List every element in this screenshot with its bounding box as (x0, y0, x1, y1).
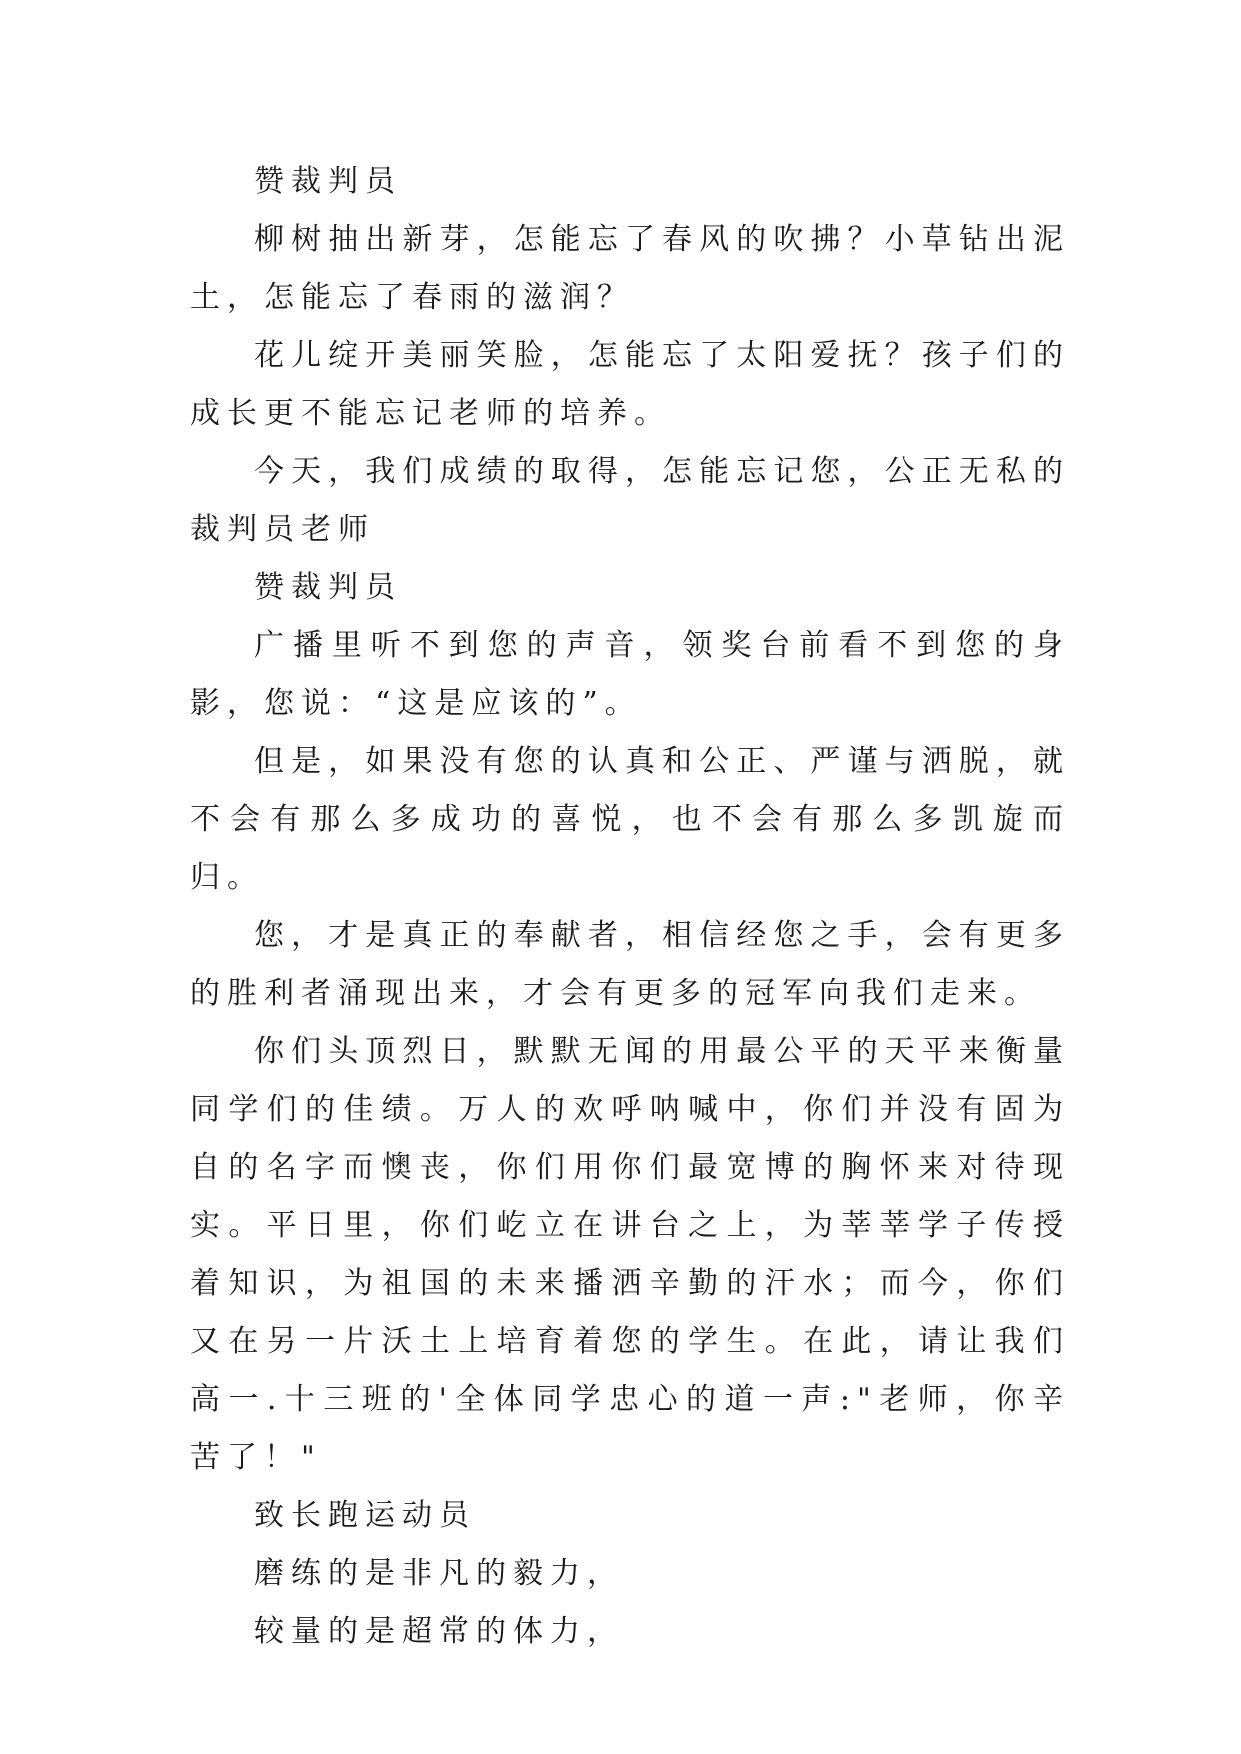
paragraph: 你们头顶烈日，默默无闻的用最公平的天平来衡量同学们的佳绩。万人的欢呼呐喊中，你们并没有固为自的名字而懊丧，你们用你们最宽博的胸怀来对待现实。平日里，你们屹立在讲台之上，为莘莘学子传授着知识，为祖国的未来播洒辛勤的汗水；而今，你们又在另一片沃土上培育着您的学生。在此，请让我们高一.十三班的'全体同学忠心的道一声:"老师，你辛苦了！" (190, 1034, 1070, 1475)
paragraph: 您，才是真正的奉献者，相信经您之手，会有更多的胜利者涌现出来，才会有更多的冠军向我们走来。 (190, 918, 1070, 1011)
poem-line: 磨练的是非凡的毅力， (254, 1556, 624, 1591)
paragraph: 广播里听不到您的声音，领奖台前看不到您的身影，您说：“这是应该的”。 (190, 628, 1070, 721)
heading-praise-referee: 赞裁判员 (254, 570, 402, 605)
paragraph: 但是，如果没有您的认真和公正、严谨与洒脱，就不会有那么多成功的喜悦，也不会有那么多凯旋而归。 (190, 744, 1070, 895)
heading-long-distance-runner: 致长跑运动员 (254, 1498, 476, 1533)
document-body (190, 153, 1070, 1661)
paragraph: 柳树抽出新芽，怎能忘了春风的吹拂？小草钻出泥土，怎能忘了春雨的滋润？ (190, 222, 1070, 315)
heading-praise-referee: 赞裁判员 (254, 164, 402, 199)
poem-line: 较量的是超常的体力， (254, 1614, 624, 1649)
paragraph: 今天，我们成绩的取得，怎能忘记您，公正无私的裁判员老师 (190, 454, 1070, 547)
paragraph: 花儿绽开美丽笑脸，怎能忘了太阳爱抚？孩子们的成长更不能忘记老师的培养。 (190, 338, 1070, 431)
